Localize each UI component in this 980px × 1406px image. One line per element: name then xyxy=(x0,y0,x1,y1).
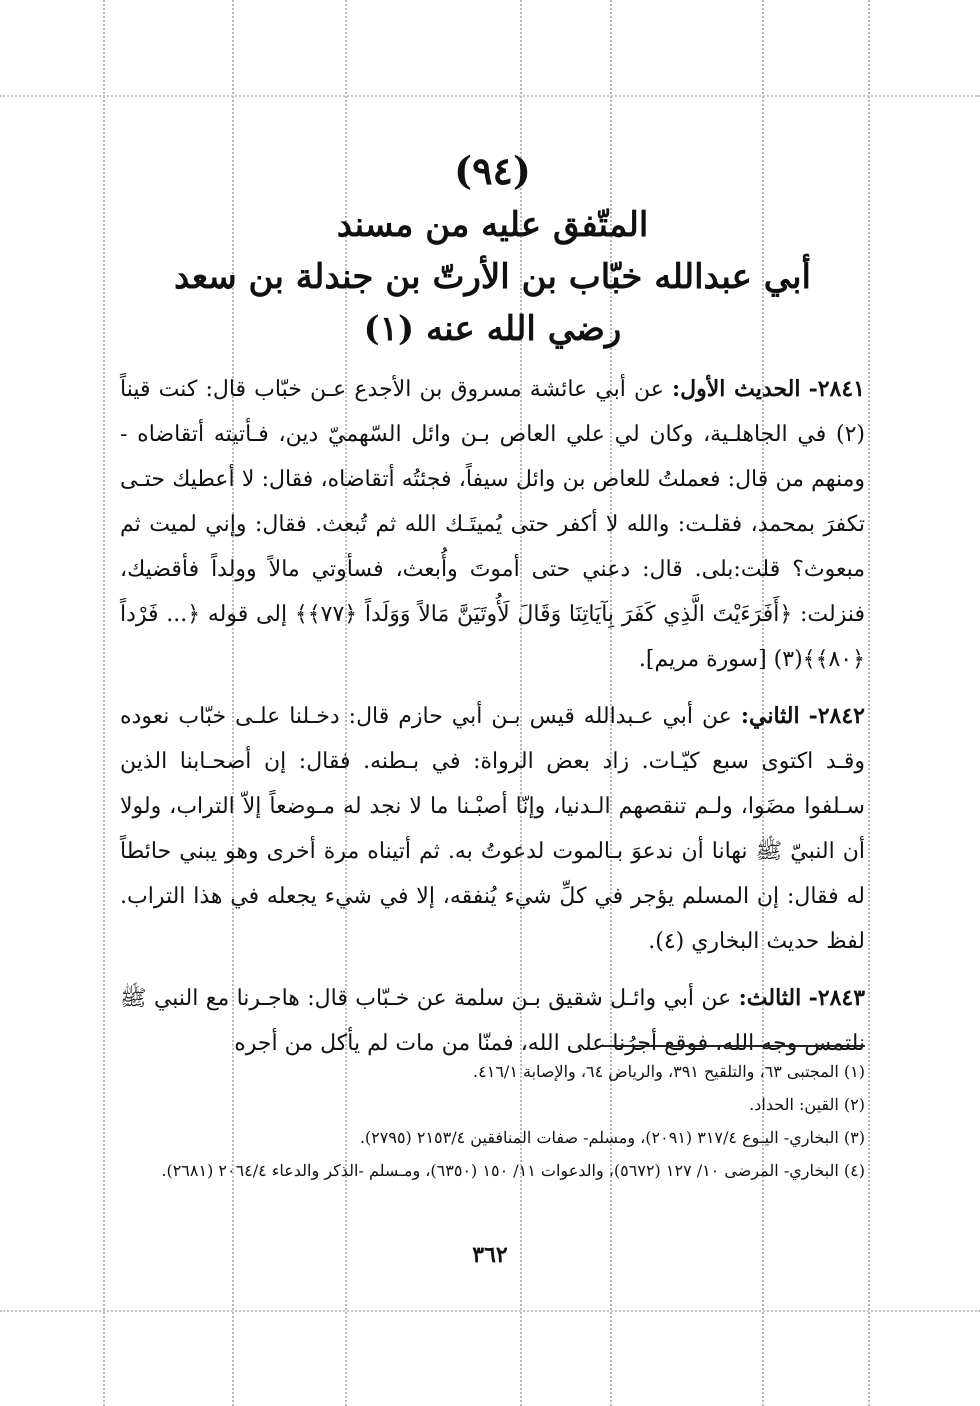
hadith-paragraph xyxy=(120,694,865,964)
hadith-label: الثاني: xyxy=(740,703,800,729)
main-text xyxy=(120,140,865,1066)
scan-grid-line xyxy=(0,95,980,97)
hadith-label: الثالث: xyxy=(738,985,802,1011)
footnote: (٤) البخاري- المرضى ١٠/ ١٢٧ (٥٦٧٢)، والدعوات ١١/ ١٥٠ (٦٣٥٠)، ومـسلم -الذكر والدعاء ٢٠٦٤/٤ (٢٦٨١). xyxy=(161,1161,865,1180)
footnotes xyxy=(120,1055,865,1187)
hadith-text: عن أبي عـبدالله قيس بـن أبي حازم قال: دخـلنا علـى خبّاب نعوده وقـد اكتوى سبع كيّـات. زاد بعض الرواة: في بـطنه. فقال: إن أصحـابنا الذين سـلفوا مضَوا، ولـم تنقصهم الـدنيا، وإنّا أصبْـنا ما لا نجد له مـوضعاً إلاّ التراب، ولولا أن النبيّ ﷺ نهانا أن ندعوَ بـالموت لدعوتُ به. ثم أتيناه مرة أخرى وهو يبني حائطاً له فقال: إن المسلم يؤجر في كلِّ شيء يُنفقه، إلا في شيء يجعله في هذا التراب. لفظ حديث البخاري (٤). xyxy=(120,704,865,954)
chapter-number: (٩٤) xyxy=(454,148,531,193)
hadith-paragraph xyxy=(120,976,865,1066)
footnote-separator xyxy=(600,1045,865,1047)
footnote: (١) المجتبى ٦٣، والتلقيح ٣٩١، والرياض ٦٤، والإصابة ٤١٦/١. xyxy=(473,1062,865,1081)
scan-grid-line xyxy=(0,1310,980,1312)
footnote: (٢) القين: الحداد. xyxy=(749,1095,865,1114)
hadith-paragraph xyxy=(120,367,865,682)
hadith-text: عن أبي وائـل شقيق بـن سلمة عن خـبّاب قال: هاجـرنا مع النبي ﷺ نلتمس وجه الله، فوقع أجرُنا على الله، فمنّا من مات لم يأكل من أجره xyxy=(120,986,865,1056)
page-number: ٣٦٢ xyxy=(472,1242,508,1268)
chapter-title-line-3: رضي الله عنه (١) xyxy=(363,309,622,349)
footnote: (٣) البخاري- اليـوع ٣١٧/٤ (٢٠٩١)، ومسلم- صفات المنافقين ٢١٥٣/٤ (٢٧٩٥). xyxy=(359,1128,865,1147)
hadith-text: عن أبي عائشة مسروق بن الأجدع عـن خبّاب قال: كنت قيناً (٢) في الجاهلـية، وكان لي علي العاص بـن وائل السّهميّ دين، فـأتيته أتقاضاه - ومنهم من قال: فعملتُ للعاص بن وائل سيفاً، فجئتُه أتقاضاه، فقال: لا أعطيك حتـى تكفرَ بمحمد، فقلـت: والله لا أكفر حتى يُميتَـك الله ثم تُبعث. فقال: وإني لميت ثم مبعوث؟ قلت:بلى. قال: دعني حتى أموتَ وأُبعث، فسأوتي مالاً وولداً فأقضيك، فنزلت: ﴿أَفَرَءَيْتَ الَّذِي كَفَرَ بِآيَاتِنَا وَقَالَ لَأُوتَيَنَّ مَالاً وَوَلَداً ﴿٧٧﴾﴾ إلى قوله ﴿... فَرْداً ﴿٨٠﴾﴾(٣) [سورة مريم]. xyxy=(120,377,865,672)
chapter-title-line-2: أبي عبدالله خبّاب بن الأرتّ بن جندلة بن سعد xyxy=(173,257,812,297)
hadith-number: ٢٨٤٣- xyxy=(808,985,866,1011)
scan-grid-line xyxy=(103,0,105,1406)
hadith-number: ٢٨٤٢- xyxy=(808,703,865,729)
chapter-title-line-1: المتّفق عليه من مسند xyxy=(336,205,649,245)
scan-grid-line xyxy=(868,0,870,1406)
hadith-number: ٢٨٤١- xyxy=(808,376,865,402)
hadith-label: الحديث الأول: xyxy=(672,376,801,402)
